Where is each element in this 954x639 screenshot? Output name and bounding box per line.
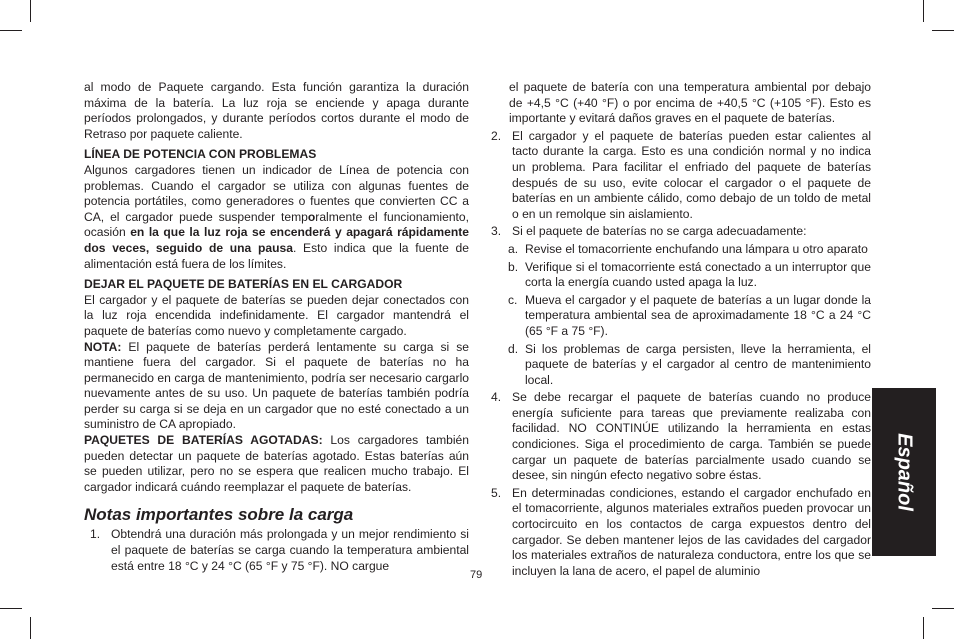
- list-item: [491, 129, 871, 223]
- sub-list-letter: d.: [508, 341, 519, 356]
- list-number: 1.: [90, 527, 101, 542]
- sub-list-text: Mueva el cargador y el paquete de baterías a un lugar donde la temperatura ambiental sea de aproximadamente 18 °C a 24 °C (65 °F a 75 °F).: [525, 292, 871, 338]
- list-item-text: En determinadas condiciones, estando el cargador enchufado en el tomacorriente, algunos materiales extraños pueden provocar un cortocircuito en los contactos de carga expuestos dentro del cargador. Se deben mantener lejos de las cavidades del cargador los materiales extraños de naturaleza conductora, entre los que se incluyen la lana de acero, el papel de aluminio: [512, 485, 871, 578]
- right-column: [491, 80, 871, 579]
- list-item: [491, 224, 871, 240]
- list-item-continuation: el paquete de batería con una temperatura ambiental por debajo de +4,5 °C (+40 °F) o por encima de +40,5 °C (+105 °F). Esto es importante y evitará daños graves en el paquete de baterías.: [509, 80, 871, 126]
- note-label: NOTA:: [84, 339, 122, 354]
- sub-list-item: [491, 293, 871, 340]
- list-item-text: Si el paquete de baterías no se carga adecuadamente:: [512, 224, 807, 239]
- sub-list-letter: c.: [508, 292, 518, 307]
- list-number: 4.: [491, 390, 502, 405]
- crop-mark: [30, 617, 31, 639]
- leave-pack-paragraph: El cargador y el paquete de baterías se pueden dejar conectados con la luz roja encendida indefinidamente. El cargador mantendrá el paquete de baterías como nuevo y completamente cargado.: [84, 292, 469, 338]
- problem-line-text: . Esto indica que la fuente de alimentación está fuera de los límites.: [84, 240, 469, 271]
- crop-mark: [0, 608, 22, 609]
- list-number: 5.: [491, 485, 502, 500]
- problem-line-emphasis: en la que la luz roja se encenderá y apagará rápidamente dos veces, seguido de una pausa: [84, 225, 470, 255]
- crop-mark: [932, 30, 954, 31]
- problem-line-text: Algunos cargadores tienen un indicador de Línea de potencia con problemas. Cuando el cargador se utiliza con algunas fuentes de potencia portátiles, como generadores o fuentes que convierten CC a CA, el cargador puede suspender temp: [84, 162, 469, 224]
- sub-list-text: Verifique si el tomacorriente está conectado a un interruptor que corta la energía cuando usted apaga la luz.: [525, 259, 871, 290]
- list-item-text: El cargador y el paquete de baterías pueden estar calientes al tacto durante la carga. Esto es una condición normal y no indica un problema. Para facilitar el enfriado del paquete de baterías después de su uso, evite colocar el cargador o el paquete de baterías en un ambiente cálido, como debajo de un toldo de metal o en un remolque sin aislamiento.: [512, 128, 871, 221]
- weak-packs-text: Los cargadores también pueden detectar un paquete de baterías agotado. Estas baterías aún se pueden utilizar, pero no se espera que realicen mucho trabajo. El cargador indicará cuándo reemplazar el paquete de baterías.: [84, 433, 470, 494]
- list-number: 3.: [491, 224, 502, 239]
- left-column: [84, 80, 469, 574]
- list-number: 2.: [491, 128, 502, 143]
- weak-packs-paragraph: [84, 433, 469, 495]
- sub-list-text: Revise el tomacorriente enchufando una lámpara u otro aparato: [525, 241, 868, 256]
- list-item-text: Obtendrá una duración más prolongada y un mejor rendimiento si el paquete de baterías se carga cuando la temperatura ambiental está entre 18 °C y 24 °C (65 °F y 75 °F). NO cargue: [111, 527, 469, 573]
- sub-list-item: [491, 260, 871, 291]
- list-item: [90, 527, 469, 574]
- leave-pack-heading: DEJAR EL PAQUETE DE BATERÍAS EN EL CARGADOR: [84, 277, 403, 292]
- intro-paragraph: al modo de Paquete cargando. Esta función garantiza la duración máxima de la batería. La luz roja se enciende y apaga durante períodos prolongados, y durante períodos cortos durante el modo de Retraso por paquete caliente.: [84, 80, 469, 141]
- crop-mark: [0, 30, 22, 31]
- sub-list-letter: a.: [508, 241, 519, 256]
- section-title: Notas importantes sobre la carga: [84, 505, 354, 525]
- problem-line-heading: LÍNEA DE POTENCIA CON PROBLEMAS: [84, 147, 317, 162]
- crop-mark: [30, 0, 31, 22]
- note-paragraph: [84, 340, 469, 434]
- crop-mark: [932, 608, 954, 609]
- sub-list-item: [491, 242, 871, 258]
- language-tab: [872, 388, 936, 556]
- crop-mark: [923, 0, 924, 22]
- problem-line-text: ralmente el funcionamiento, ocasión: [84, 209, 469, 240]
- crop-mark: [923, 617, 924, 639]
- list-item: [491, 486, 871, 580]
- problem-line-bold-o: o: [307, 209, 316, 224]
- sub-list-item: [491, 342, 871, 389]
- problem-line-paragraph: [84, 163, 469, 272]
- list-item: [491, 390, 871, 484]
- list-item-text: Se debe recargar el paquete de baterías cuando no produce energía suficiente para tareas que previamente realizaba con facilidad. NO CONTINÚE utilizando la herramienta en estas condiciones. Siga el procedimiento de carga. También se puede cargar un paquete de baterías parcialmente usado cuando se desee, sin ningún efecto negativo sobre éstas.: [512, 390, 871, 483]
- note-text: El paquete de baterías perderá lentamente su carga si se mantiene fuera del cargador. Si el paquete de baterías no ha permanecido en carga de mantenimiento, podría ser necesario cargarlo nuevamente antes de su uso. Un paquete de baterías también podría perder su carga si se deja en un cargador que no esté conectado a un suministro de CA apropiado.: [84, 339, 469, 432]
- page-number: 79: [470, 569, 483, 581]
- language-tab-label: Español: [893, 433, 916, 511]
- weak-packs-label: PAQUETES DE BATERÍAS AGOTADAS:: [84, 433, 323, 448]
- sub-list-text: Si los problemas de carga persisten, lleve la herramienta, el paquete de baterías y el cargador al centro de mantenimiento local.: [525, 341, 871, 387]
- sub-list-letter: b.: [508, 259, 519, 274]
